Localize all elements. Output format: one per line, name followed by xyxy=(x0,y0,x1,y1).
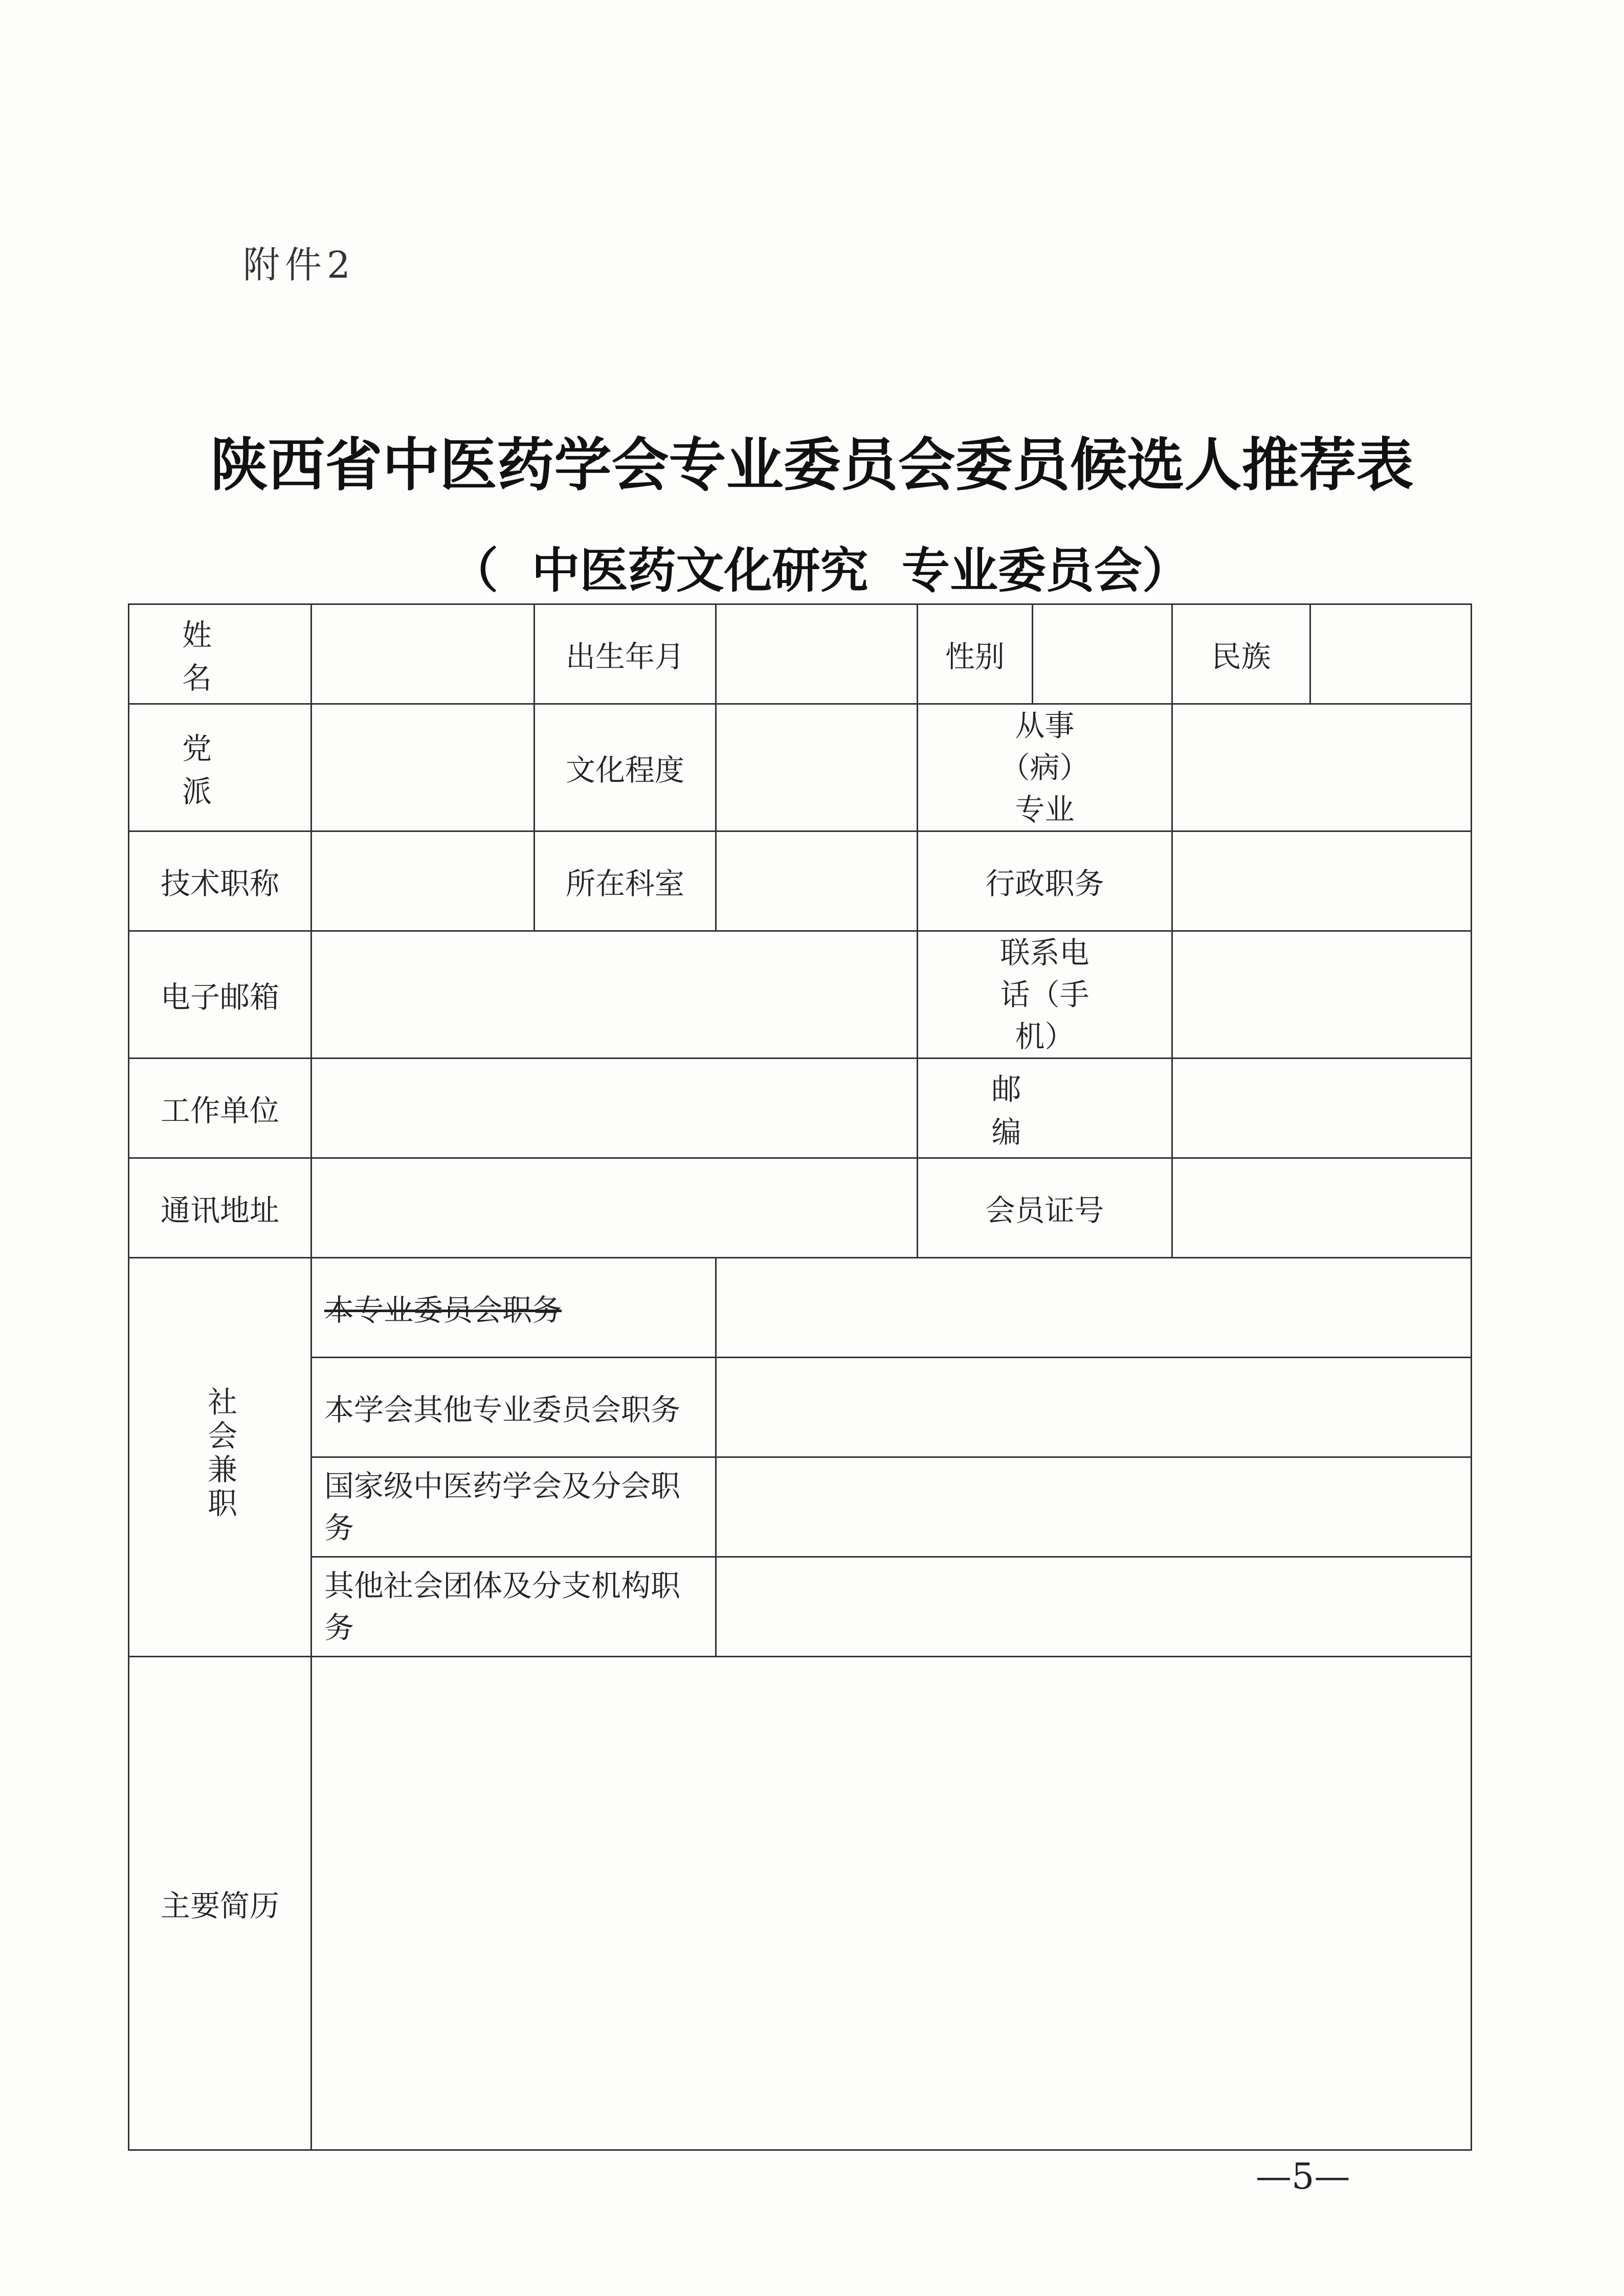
form-row-role-other-committee xyxy=(129,1358,1472,1457)
field-title[interactable] xyxy=(312,831,535,931)
form-row-title xyxy=(129,831,1472,931)
field-admin-position[interactable] xyxy=(1172,831,1472,931)
field-role-national[interactable] xyxy=(716,1457,1472,1557)
recommendation-form xyxy=(128,603,1472,2151)
field-address[interactable] xyxy=(312,1158,918,1258)
form-subtitle: （ 中医药文化研究 专业委员会） xyxy=(450,543,1190,599)
form-row-employer xyxy=(129,1059,1472,1158)
field-specialty[interactable] xyxy=(1172,704,1472,831)
field-phone[interactable] xyxy=(1172,931,1472,1059)
label-role-this-committee: 本专业委员会职务 xyxy=(312,1258,716,1358)
page-number: —5— xyxy=(1256,2155,1350,2197)
field-postcode[interactable] xyxy=(1172,1059,1472,1158)
field-ethnicity[interactable] xyxy=(1310,604,1472,704)
field-name[interactable] xyxy=(312,604,535,704)
form-row-party xyxy=(129,704,1472,831)
label-role-national: 国家级中医药学会及分会职务 xyxy=(312,1457,716,1557)
field-birth[interactable] xyxy=(716,604,918,704)
label-department: 所在科室 xyxy=(535,831,716,931)
label-admin-position: 行政职务 xyxy=(918,831,1172,931)
form-row-role-other-org xyxy=(129,1557,1472,1657)
label-education: 文化程度 xyxy=(535,704,716,831)
field-member-no[interactable] xyxy=(1172,1158,1472,1258)
label-role-other-committee: 本学会其他专业委员会职务 xyxy=(312,1358,716,1457)
label-ethnicity: 民族 xyxy=(1172,604,1310,704)
field-department[interactable] xyxy=(716,831,918,931)
form-title: 陕西省中医药学会专业委员会委员候选人推荐表 xyxy=(210,432,1414,499)
form-row-basic xyxy=(129,604,1472,704)
label-name: 姓 名 xyxy=(129,604,312,704)
label-title: 技术职称 xyxy=(129,831,312,931)
label-address: 通讯地址 xyxy=(129,1158,312,1258)
field-role-other-org[interactable] xyxy=(716,1557,1472,1657)
field-employer[interactable] xyxy=(312,1059,918,1158)
field-role-this-committee[interactable] xyxy=(716,1258,1472,1358)
label-specialty: 从事（病）专业 xyxy=(918,704,1172,831)
label-member-no: 会员证号 xyxy=(918,1158,1172,1258)
field-party[interactable] xyxy=(312,704,535,831)
label-gender: 性别 xyxy=(918,604,1033,704)
label-birth: 出生年月 xyxy=(535,604,716,704)
label-postcode: 邮 编 xyxy=(918,1059,1172,1158)
label-phone: 联系电话（手机） xyxy=(918,931,1172,1059)
form-row-role-this xyxy=(129,1258,1472,1358)
label-resume: 主要简历 xyxy=(129,1657,312,2150)
form-row-role-national xyxy=(129,1457,1472,1557)
form-row-resume xyxy=(129,1657,1472,2150)
label-employer: 工作单位 xyxy=(129,1059,312,1158)
attachment-label: 附件2 xyxy=(243,243,355,286)
form-row-address xyxy=(129,1158,1472,1258)
label-party: 党 派 xyxy=(129,704,312,831)
field-education[interactable] xyxy=(716,704,918,831)
field-role-other-committee[interactable] xyxy=(716,1358,1472,1457)
label-social-roles: 社会兼职 xyxy=(129,1258,312,1657)
field-gender[interactable] xyxy=(1033,604,1172,704)
form-row-email xyxy=(129,931,1472,1059)
field-email[interactable] xyxy=(312,931,918,1059)
label-email: 电子邮箱 xyxy=(129,931,312,1059)
field-resume[interactable] xyxy=(312,1657,1472,2150)
label-role-other-org: 其他社会团体及分支机构职务 xyxy=(312,1557,716,1657)
